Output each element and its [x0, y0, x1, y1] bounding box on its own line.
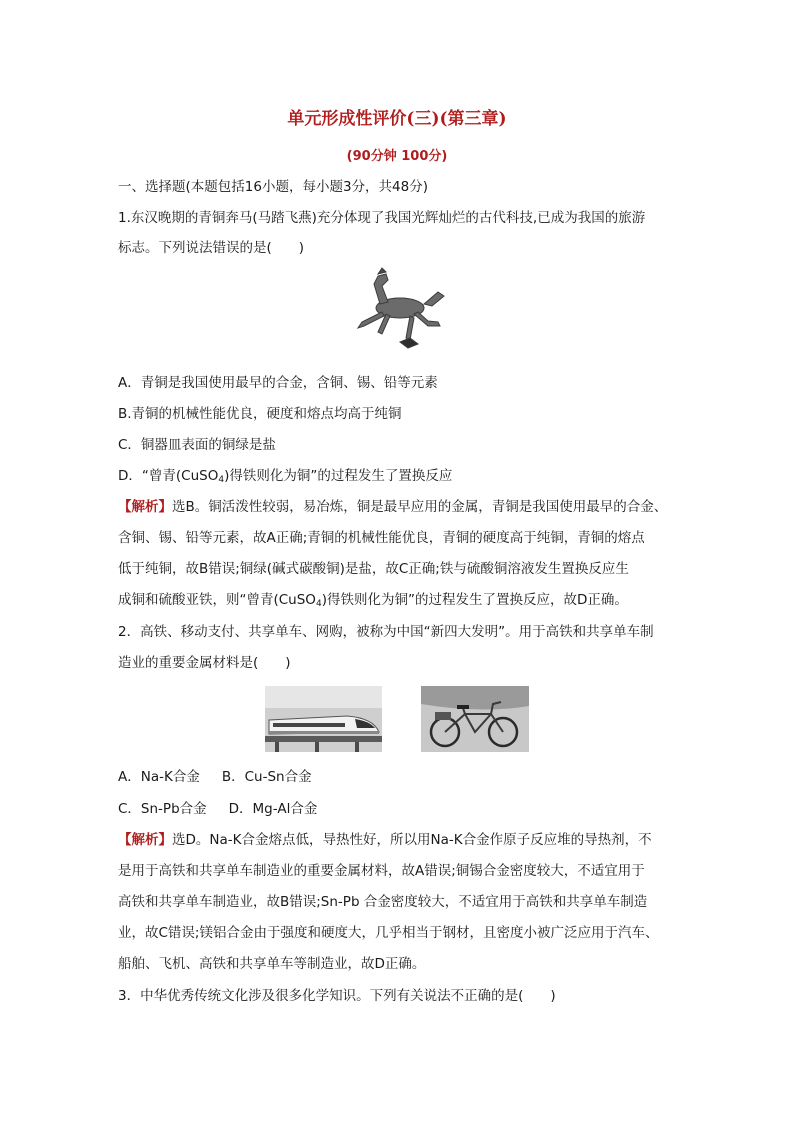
- section-heading: 一、选择题(本题包括16小题，每小题3分，共48分): [118, 179, 428, 195]
- q2-options-row-1: [118, 767, 678, 787]
- q1-option-a: A．青铜是我国使用最早的合金，含铜、锡、铅等元素: [118, 375, 438, 391]
- bronze-horse-icon: [348, 266, 452, 356]
- q2-stem-line-2: 造业的重要金属材料是( ): [118, 655, 291, 671]
- q1-stem-line-1: 1.东汉晚期的青铜奔马(马踏飞燕)充分体现了我国光辉灿烂的古代科技,已成为我国的旅游: [118, 210, 646, 226]
- q2-option-c: C．Sn-Pb合金: [118, 801, 207, 817]
- q2-analysis-text-1: 选D。Na-K合金熔点低，导热性好，所以用Na-K合金作原子反应堆的导热剂，不: [172, 832, 652, 848]
- page-subtitle: (90分钟 100分): [346, 149, 448, 164]
- q2-option-a: A．Na-K合金: [118, 769, 200, 785]
- page-title: 单元形成性评价(三)(第三章): [287, 109, 507, 129]
- q1-stem-line-2: 标志。下列说法错误的是( ): [118, 240, 305, 256]
- q1-analysis-4-post: )得铁则化为铜”的过程发生了置换反应，故D正确。: [321, 592, 628, 608]
- q1-option-d-sub: 4: [218, 475, 225, 485]
- q1-analysis-line-4: [118, 590, 678, 614]
- q2-analysis-line-2: 是用于高铁和共享单车制造业的重要金属材料，故A错误;铜锡合金密度较大，不适宜用于: [118, 863, 645, 879]
- q3-stem-line-1: 3．中华优秀传统文化涉及很多化学知识。下列有关说法不正确的是( ): [118, 988, 556, 1004]
- q2-analysis-line-5: 船舶、飞机、高铁和共享单车等制造业，故D正确。: [118, 956, 426, 972]
- high-speed-train-icon: [265, 686, 382, 752]
- shared-bicycle-icon: [421, 686, 529, 752]
- q2-option-b: B．Cu-Sn合金: [221, 769, 312, 785]
- q1-option-d-post: )得铁则化为铜”的过程发生了置换反应: [224, 468, 453, 484]
- q2-analysis-line-4: 业，故C错误;镁铝合金由于强度和硬度大，几乎相当于钢材，且密度小被广泛应用于汽车、: [118, 925, 659, 941]
- q1-option-d-pre: D．“曾青(CuSO: [118, 468, 219, 484]
- q1-analysis-4-pre: 成铜和硫酸亚铁，则“曾青(CuSO: [118, 592, 316, 608]
- q1-option-b: B.青铜的机械性能优良，硬度和熔点均高于纯铜: [118, 406, 402, 422]
- q2-analysis-line-1: [118, 830, 678, 850]
- q1-analysis-label: 【解析】: [118, 499, 172, 515]
- q1-analysis-line-2: 含铜、锡、铅等元素，故A正确;青铜的机械性能优良，青铜的硬度高于纯铜，青铜的熔点: [118, 530, 645, 546]
- q1-analysis-text-1: 选B。铜活泼性较弱，易冶炼，铜是最早应用的金属，青铜是我国使用最早的合金、: [172, 499, 668, 515]
- q2-options-row-2: [118, 799, 678, 819]
- q1-analysis-line-1: [118, 497, 678, 517]
- q2-option-d: D．Mg-Al合金: [228, 801, 318, 817]
- q2-analysis-label: 【解析】: [118, 832, 172, 848]
- q1-analysis-4-sub: 4: [315, 599, 322, 609]
- q2-analysis-line-3: 高铁和共享单车制造业，故B错误;Sn-Pb 合金密度较大，不适宜用于高铁和共享单车制造: [118, 894, 648, 910]
- q1-option-c: C．铜器皿表面的铜绿是盐: [118, 437, 276, 453]
- q1-analysis-line-3: 低于纯铜，故B错误;铜绿(碱式碳酸铜)是盐，故C正确;铁与硫酸铜溶液发生置换反应生: [118, 561, 629, 577]
- q1-option-d: [118, 466, 678, 490]
- q2-stem-line-1: 2．高铁、移动支付、共享单车、网购，被称为中国“新四大发明”。用于高铁和共享单车制: [118, 624, 654, 640]
